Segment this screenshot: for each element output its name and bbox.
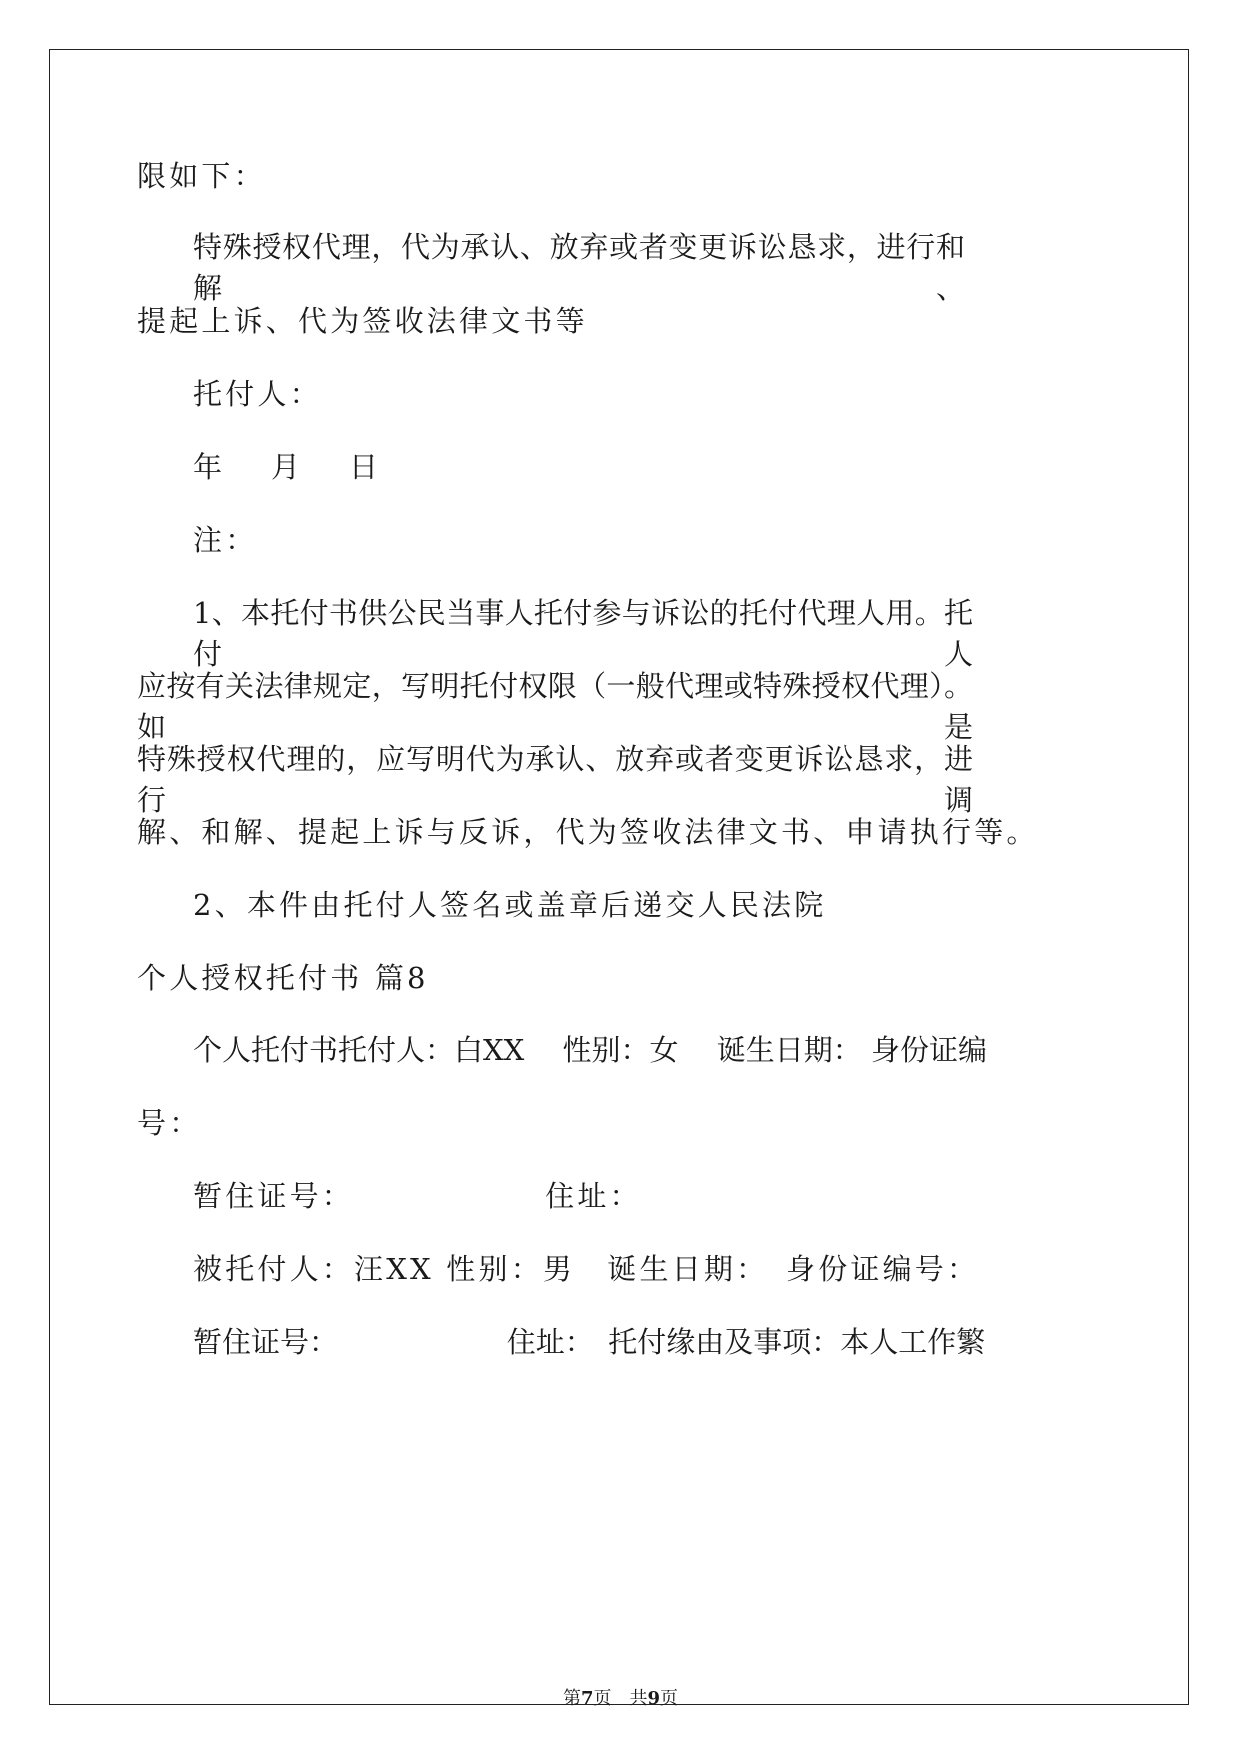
text-line: 1、本托付书供公民当事人托付参与诉讼的托付代理人用。托付人 (193, 596, 973, 671)
text-line: 提起上诉、代为签收法律文书等 (137, 304, 588, 338)
text-line: 解、和解、提起上诉与反诉，代为签收法律文书、申请执行等。 (137, 815, 1039, 849)
text-line: 个人托付书托付人：白XX 性别：女 诞生日期： 身份证编 (193, 1033, 987, 1067)
text-line: 应按有关法律规定，写明托付权限（一般代理或特殊授权代理）。如是 (137, 669, 973, 744)
text-line: 注： (193, 523, 258, 557)
text-line: 特殊授权代理的，应写明代为承认、放弃或者变更诉讼恳求，进行调 (137, 742, 973, 817)
footer-prefix: 第 (562, 1688, 581, 1709)
text-line: 限如下： (137, 159, 266, 193)
footer-page-number: 7 (580, 1688, 594, 1709)
footer-mid: 页 共 (593, 1688, 648, 1709)
text-line: 被托付人：汪XX 性别：男 诞生日期： 身份证编号： (193, 1252, 980, 1286)
section-heading: 个人授权托付书 篇8 (137, 961, 429, 995)
text-line: 号： (137, 1106, 202, 1140)
text-line: 暂住证号： 住址： 托付缘由及事项：本人工作繁 (193, 1325, 986, 1359)
text-line: 年 月 日 (193, 450, 389, 484)
text-line: 2、本件由托付人签名或盖章后递交人民法院 (193, 888, 827, 922)
page-footer (0, 1684, 1241, 1710)
text-line: 托付人： (193, 377, 322, 411)
footer-total-pages: 9 (647, 1688, 661, 1709)
footer-suffix: 页 (660, 1688, 679, 1709)
text-line: 暂住证号： 住址： (193, 1179, 642, 1213)
text-line: 特殊授权代理，代为承认、放弃或者变更诉讼恳求，进行和解、 (193, 230, 965, 305)
